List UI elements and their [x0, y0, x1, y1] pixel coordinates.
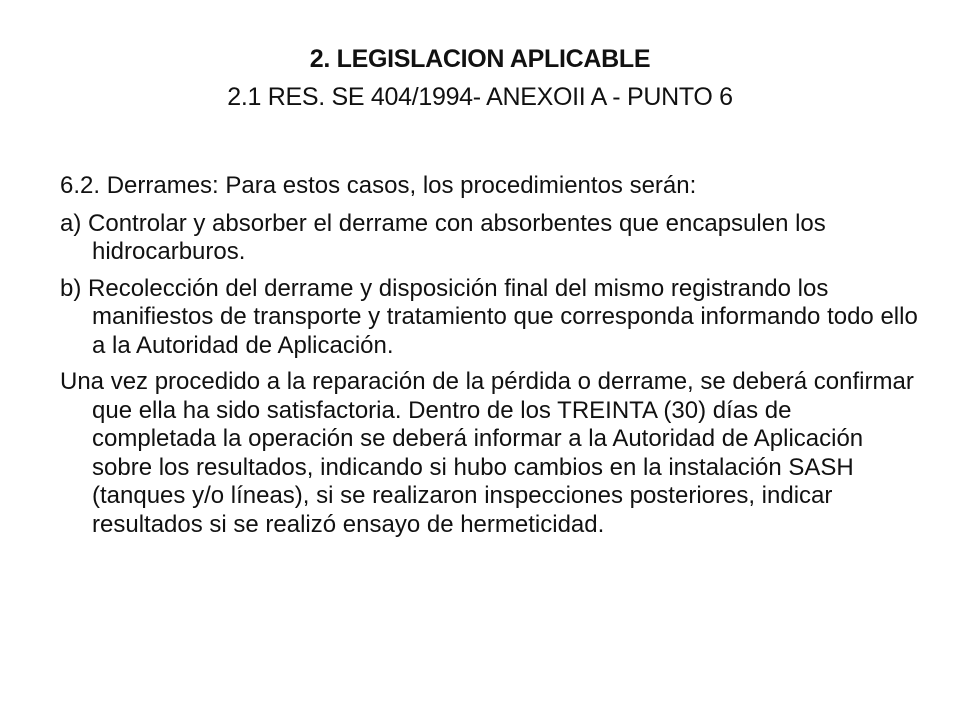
slide-body [60, 172, 920, 547]
intro-paragraph: 6.2. Derrames: Para estos casos, los procedimientos serán: [60, 172, 697, 199]
title-main: 2. LEGISLACION APLICABLE [309, 45, 651, 73]
closing-paragraph: Una vez procedido a la reparación de la pérdida o derrame, se deberá confirmar que ella ha sido satisfactoria. Dentro de los TREINTA (30) días de completada la operación se deberá informar a la Autoridad de Aplicación sobre los resultados, indicando si hubo cambios en la instalación SASH (tanques y/o líneas), si se realizaron inspecciones posteriores, indicar resultados si se realizó ensayo de hermeticidad. [60, 368, 914, 538]
slide-title [60, 40, 900, 116]
title-subtitle: 2.1 RES. SE 404/1994- ANEXOII A - PUNTO 6 [227, 83, 733, 111]
item-b-paragraph: b) Recolección del derrame y disposición final del mismo registrando los manifiestos de transporte y tratamiento que corresponda informando todo ello a la Autoridad de Aplicación. [60, 274, 918, 359]
item-a-paragraph: a) Controlar y absorber el derrame con absorbentes que encapsulen los hidrocarburos. [60, 209, 826, 265]
